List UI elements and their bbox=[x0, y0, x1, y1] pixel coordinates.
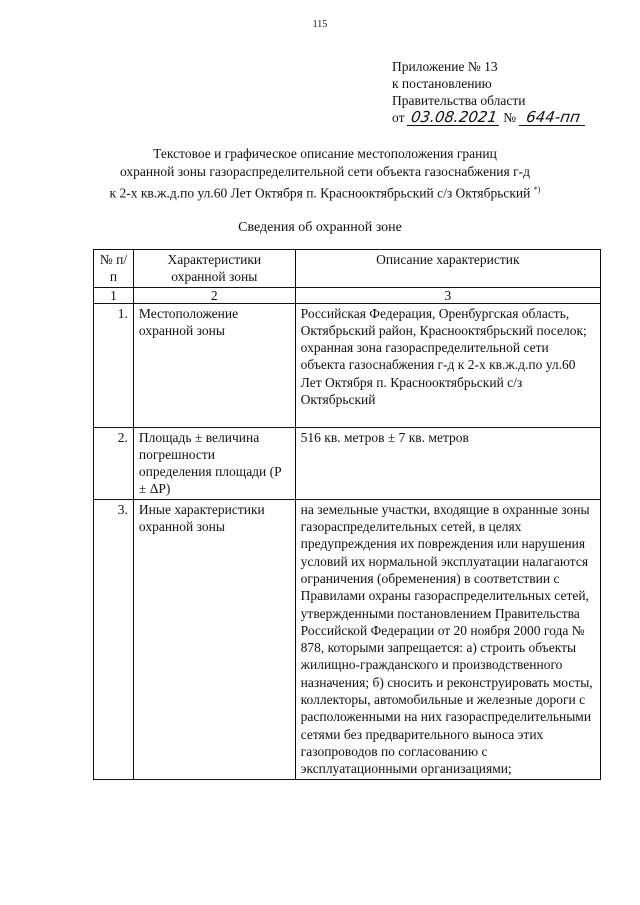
row-characteristic: Иные характеристики охранной зоны bbox=[133, 499, 295, 779]
row-number: 3. bbox=[94, 499, 134, 779]
appendix-government: Правительства области bbox=[392, 93, 526, 108]
row-description: 516 кв. метров ± 7 кв. метров bbox=[295, 427, 600, 499]
from-label: от bbox=[392, 110, 405, 125]
appendix-to-resolution: к постановлению bbox=[392, 76, 492, 91]
appendix-block bbox=[392, 58, 586, 126]
document-title bbox=[60, 145, 590, 203]
table-header-row bbox=[94, 250, 601, 288]
title-line-2: охранной зоны газораспределительной сети объекта газоснабжения г-д bbox=[119, 164, 531, 179]
row-number: 2. bbox=[94, 427, 134, 499]
table-row bbox=[94, 303, 601, 427]
header-description: Описание характеристик bbox=[295, 250, 600, 288]
row-number: 1. bbox=[94, 303, 134, 427]
page-number: 115 bbox=[312, 19, 328, 30]
table-row bbox=[94, 427, 601, 499]
header-number: № п/п bbox=[94, 250, 134, 288]
index-cell: 2 bbox=[133, 287, 295, 303]
number-label: № bbox=[503, 110, 517, 125]
zone-info-table bbox=[93, 249, 601, 780]
table-row bbox=[94, 499, 601, 779]
appendix-date-number-line bbox=[392, 109, 586, 126]
appendix-title: Приложение № 13 bbox=[392, 59, 498, 74]
handwritten-date: 03.08.2021 bbox=[407, 110, 501, 126]
footnote-mark: *) bbox=[533, 185, 541, 194]
index-cell: 3 bbox=[295, 287, 600, 303]
title-line-1: Текстовое и графическое описание местоположения границ bbox=[153, 146, 497, 161]
header-characteristic: Характеристики охранной зоны bbox=[133, 250, 295, 288]
section-subtitle: Сведения об охранной зоне bbox=[238, 220, 402, 235]
table-index-row bbox=[94, 287, 601, 303]
index-cell: 1 bbox=[94, 287, 134, 303]
title-line-3-text: к 2-х кв.ж.д.по ул.60 Лет Октября п. Краснооктябрьский с/з Октябрьский bbox=[109, 185, 531, 201]
row-description: на земельные участки, входящие в охранные зоны газораспределительных сетей, в целях предупреждения их повреждения или нарушения условий их нормальной эксплуатации налагаются ограничения (обременения) в соответствии с Правилами охраны газораспределительных сетей, утвержденными постановлением Правительства Российской Федерации от 20 ноября 2000 года № 878, которыми запрещается: а) строить объекты жилищно-гражданского и производственного назначения; б) сносить и реконструировать мосты, коллекторы, автомобильные и железные дороги с расположенными на них газораспределительными сетями без предварительного выноса этих газопроводов по согласованию с эксплуатационными организациями; bbox=[295, 499, 600, 779]
row-characteristic: Местоположение охранной зоны bbox=[133, 303, 295, 427]
title-line-3 bbox=[60, 181, 590, 203]
row-description: Российская Федерация, Оренбургская область, Октябрьский район, Краснооктябрьский поселок; охранная зона газораспределительной сети объекта газоснабжения г-д к 2-х кв.ж.д.по ул.60 Лет Октября п. Краснооктябрьский с/з Октябрьский bbox=[295, 303, 600, 427]
row-characteristic: Площадь ± величина погрешности определения площади (Р ± ΔР) bbox=[133, 427, 295, 499]
handwritten-number: 644-пп bbox=[518, 110, 586, 126]
